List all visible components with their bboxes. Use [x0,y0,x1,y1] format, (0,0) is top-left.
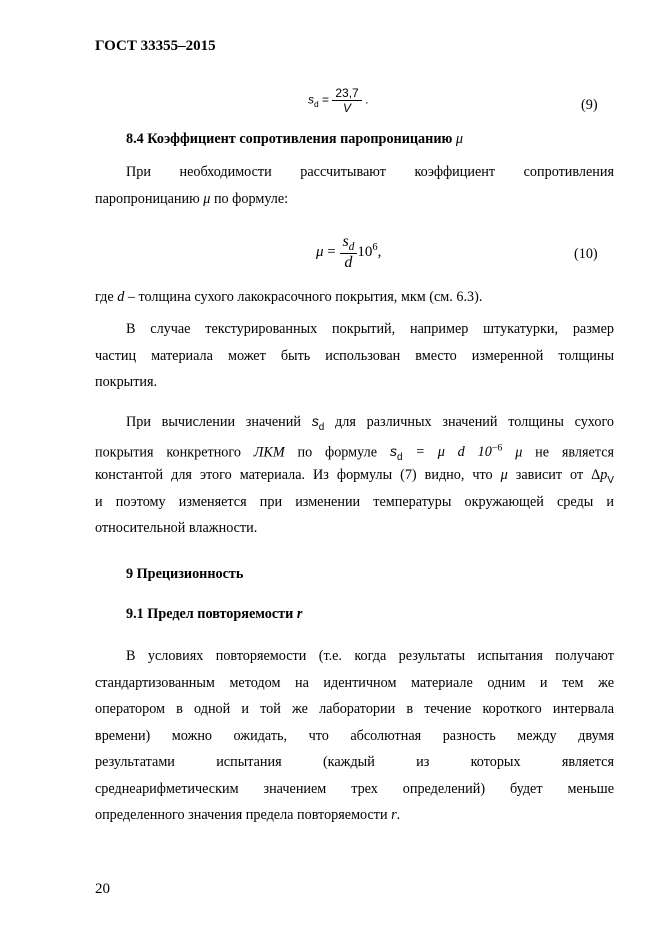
formula-9 [308,86,368,115]
calc-line-2-pre: покрытия конкретного [95,444,241,461]
repeatability-line-5: результатами испытания (каждый из которых является [95,754,614,770]
calc-line-2-post: не является [535,444,615,461]
calc-line-3-pre: константой для этого материала. Из формулы (7) видно, что [95,467,493,483]
textured-line-1: В случае текстурированных покрытий, например штукатурки, размер [126,321,614,337]
repeatability-line-7-pre: определенного значения предела повторяемости [95,807,388,823]
calc-line-3-symbol: μ [500,467,508,483]
intro-line-2-symbol: μ [203,190,211,207]
formula-10-number: (10) [574,246,598,262]
calc-line-1-post: для различных значений толщины сухого [335,414,615,430]
where-line [95,284,614,311]
formula-10-factor-exp: 6 [372,242,378,254]
calc-line-5: относительной влажности. [95,520,258,536]
calc-line-2-lkm: ЛКМ [253,444,285,461]
calc-line-1 [95,409,614,436]
formula-10-num-sub: d [348,241,355,254]
section-8-4-intro [95,159,614,212]
section-8-4-heading [126,131,463,148]
calc-formula-exp: −6 [491,442,503,454]
where-symbol: d [117,289,125,305]
page-number: 20 [95,881,110,897]
intro-line-2-pre: паропроницанию [95,190,200,207]
formula-9-fraction [332,86,361,115]
calc-line-2 [95,436,614,463]
calc-line-2-mid: по формуле [297,444,378,461]
calc-line-1-sub: d [318,421,325,433]
formula-9-lhs: s [308,92,314,107]
formula-10 [316,233,381,272]
textured-line-3: покрытия. [95,374,158,390]
para-textured [95,316,614,396]
calc-formula-sub: d [396,452,403,464]
formula-10-denominator: d [344,254,353,272]
calc-line-1-pre: При вычислении значений [126,414,301,430]
formula-9-numerator: 23,7 [332,86,361,101]
formula-9-lhs-sub: d [314,99,319,110]
formula-9-number: (9) [581,97,598,113]
textured-line-2: частиц материала может быть использован вместо измеренной толщины [95,347,614,364]
formula-9-eq: = [322,92,330,107]
where-text: – толщина сухого лакокрасочного покрытия, мкм (см. 6.3). [124,289,483,305]
section-8-4-heading-text: 8.4 Коэффициент сопротивления паропроницанию [126,131,453,147]
formula-10-num-s: s [342,233,349,250]
calc-line-2-formula [389,442,503,464]
calc-line-4: и поэтому изменяется при изменении температуры окружающей среды и [95,493,614,510]
section-8-4-heading-symbol: μ [455,131,464,147]
repeatability-line-7-symbol: r [391,807,397,823]
repeatability-line-3: оператором в одной и той же лаборатории в течение короткого интервала [95,701,614,717]
repeatability-line-1: В условиях повторяемости (т.е. когда результаты испытания получают [126,648,614,664]
where-pre: где [95,289,114,305]
formula-10-eq: = [327,244,336,261]
repeatability-line-4: времени) можно ожидать, что абсолютная разность между двумя [95,727,614,744]
section-9-1-heading-symbol: r [296,606,303,622]
para-calc [95,409,614,542]
section-9-1-heading-text: 9.1 Предел повторяемости [126,606,294,622]
intro-line-2-post: по формуле: [210,190,289,207]
formula-9-denominator: V [343,101,352,115]
calc-line-3-v: V [607,474,614,486]
formula-10-factor: 10 [357,244,373,261]
where-line-content [95,284,614,311]
calc-line-2-symbol: μ [515,444,523,461]
repeatability-line-7-post: . [396,807,401,823]
section-9-1-heading [126,606,302,623]
intro-line-1: При необходимости рассчитывают коэффициент сопротивления [126,164,614,180]
formula-9-tail: . [365,92,369,107]
repeatability-line-6: среднеарифметическим значением трех определений) будет меньше [95,780,614,797]
repeatability-line-2: стандартизованным методом на идентичном материале одним и тем же [95,674,614,691]
calc-line-3 [95,462,614,489]
formula-10-tail: , [377,244,382,261]
section-9-heading: 9 Прецизионность [126,566,244,582]
calc-formula-rest: = μ d 10 [402,444,492,461]
calc-line-1-symbol: s [311,414,319,430]
calc-line-3-p: p [600,467,608,483]
calc-formula-s: s [389,444,397,461]
section-9-1-body [95,643,614,829]
document-header: ГОСТ 33355–2015 [95,38,216,54]
formula-10-numerator [340,233,358,254]
intro-line-2 [95,186,614,213]
formula-10-lhs: μ [316,244,324,261]
calc-line-3-mid: зависит от Δ [507,467,601,483]
repeatability-line-7 [95,802,614,829]
formula-10-fraction [340,233,358,272]
